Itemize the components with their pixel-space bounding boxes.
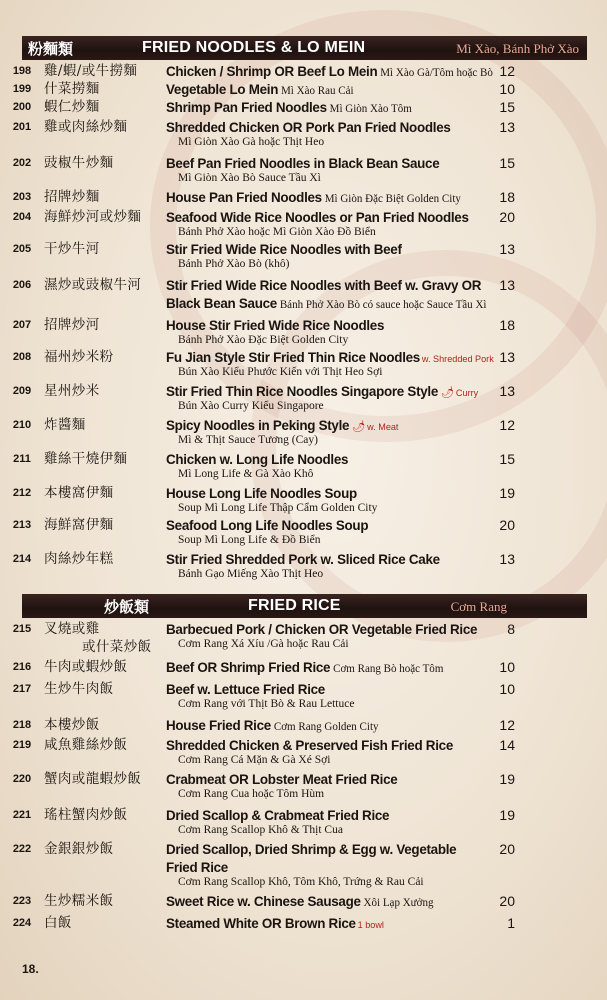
item-name-en: Crabmeat OR Lobster Meat Fried Rice (166, 771, 398, 787)
chili-icon: 🌶 (352, 421, 366, 433)
item-name-vi-inline: Cơm Rang Bò hoặc Tôm (333, 663, 444, 675)
item-price: 13 (499, 383, 515, 399)
item-name-en: Seafood Long Life Noodles Soup (166, 517, 369, 533)
item-name-zh: 本樓炒飯 (44, 717, 100, 733)
item-number: 198 (12, 65, 32, 77)
item-price: 10 (499, 681, 515, 697)
item-name-en: Spicy Noodles in Peking Style 🌶 w. Meat (166, 417, 399, 433)
item-name-zh: 蟹肉或龍蝦炒飯 (44, 771, 142, 787)
item-note: w. Shredded Pork (421, 354, 494, 365)
item-name-en: Barbecued Pork / Chicken OR Vegetable Fried Rice (166, 621, 478, 637)
item-name-vi: Bánh Phở Xào hoặc Mì Giòn Xào Đồ Biển (178, 226, 376, 238)
item-name-zh: 叉燒或雞 (44, 621, 100, 637)
item-name-en: Shrimp Pan Fried Noodles Mì Giòn Xào Tôm (166, 99, 412, 115)
item-name-vi: Bánh Phở Xào Đặc Biệt Golden City (178, 334, 349, 346)
item-number: 211 (13, 453, 31, 465)
item-note: 1 bowl (357, 920, 384, 931)
item-name-en: House Stir Fried Wide Rice Noodles (166, 317, 385, 333)
chili-icon: 🌶 (440, 387, 455, 399)
item-number: 203 (12, 191, 32, 203)
section-title-zh: 炒飯類 (104, 598, 150, 616)
item-number: 216 (12, 661, 32, 673)
item-number: 209 (12, 385, 32, 397)
item-name-zh: 雞或肉絲炒麵 (44, 119, 128, 135)
item-name-vi: Bánh Gạo Miếng Xào Thịt Heo (178, 568, 324, 580)
item-name-zh: 炸醬麵 (44, 417, 86, 433)
item-name-vi-inline: Mì Giòn Đặc Biệt Golden City (324, 193, 461, 205)
item-name-zh: 本樓窩伊麵 (44, 485, 114, 501)
item-price: 19 (499, 485, 515, 501)
item-number: 206 (12, 279, 32, 291)
item-name-zh-line2: 或什菜炒飯 (82, 639, 152, 655)
item-name-en: Sweet Rice w. Chinese Sausage Xôi Lạp Xưởng (166, 893, 434, 909)
item-name-vi: Mì Giòn Xào Gà hoặc Thịt Heo (178, 136, 325, 148)
item-number: 199 (12, 83, 32, 95)
item-number: 207 (12, 319, 32, 331)
item-name-en: Shredded Chicken & Preserved Fish Fried Rice (166, 737, 453, 753)
item-name-vi: Cơm Rang Scallop Khô, Tôm Khô, Trứng & Rau Cải (178, 876, 424, 888)
item-price: 19 (499, 771, 515, 787)
item-name-vi: Mì & Thịt Sauce Tương (Cay) (178, 434, 318, 446)
item-name-vi-inline: Mì Giòn Xào Tôm (329, 103, 412, 115)
item-price: 20 (499, 209, 515, 225)
item-name-en: House Fried Rice Cơm Rang Golden City (166, 717, 379, 733)
item-price: 19 (499, 807, 515, 823)
item-name-en: Stir Fried Thin Rice Noodles Singapore Style 🌶 Curry (166, 383, 479, 399)
item-name-en: Stir Fried Wide Rice Noodles with Beef (166, 241, 402, 257)
item-name-zh: 咸魚雞絲炒飯 (44, 737, 128, 753)
item-number: 219 (12, 739, 32, 751)
item-name-en: Vegetable Lo Mein Mì Xào Rau Cải (166, 81, 354, 97)
item-name-zh: 生炒糯米飯 (44, 893, 114, 909)
item-name-zh: 海鮮窩伊麵 (44, 517, 114, 533)
item-price: 20 (499, 893, 515, 909)
item-name-vi: Bún Xào Kiểu Phước Kiến với Thịt Heo Sợi (178, 366, 383, 378)
item-name-vi: Cơm Rang với Thịt Bò & Rau Lettuce (178, 698, 355, 710)
item-name-en: Chicken / Shrimp OR Beef Lo Mein Mì Xào Gà/Tôm hoặc Bò (166, 63, 493, 79)
item-price: 13 (499, 241, 515, 257)
item-name-vi: Mì Long Life & Gà Xào Khô (178, 468, 314, 480)
item-name-en: Stir Fried Shredded Pork w. Sliced Rice Cake (166, 551, 440, 567)
item-number: 217 (12, 683, 32, 695)
item-number: 200 (12, 101, 32, 113)
item-number: 210 (12, 419, 32, 431)
item-name-en: Seafood Wide Rice Noodles or Pan Fried Noodles (166, 209, 469, 225)
section-header-fried-rice (22, 594, 587, 618)
item-name-en: Chicken w. Long Life Noodles (166, 451, 349, 467)
item-name-vi: Mì Giòn Xào Bò Sauce Tầu Xì (178, 172, 321, 184)
item-name-vi-inline: Mì Xào Rau Cải (281, 85, 354, 97)
item-name-en: Dried Scallop, Dried Shrimp & Egg w. Vegetable (166, 841, 457, 857)
item-price: 18 (499, 189, 515, 205)
item-name-en: Beef OR Shrimp Fried Rice Cơm Rang Bò hoặc Tôm (166, 659, 444, 675)
item-name-vi: Soup Mì Long Life Thập Cẩm Golden City (178, 502, 378, 514)
item-number: 213 (12, 519, 32, 531)
section-title-en: FRIED NOODLES & LO MEIN (142, 39, 366, 56)
item-number: 223 (12, 895, 32, 907)
item-name-vi-inline: Xôi Lạp Xưởng (363, 897, 434, 909)
item-name-zh: 牛肉或蝦炒飯 (44, 659, 128, 675)
item-price: 12 (499, 63, 515, 79)
section-title-zh: 粉麵類 (28, 40, 74, 58)
page-number: 18. (22, 962, 39, 976)
item-price: 10 (499, 81, 515, 97)
item-name-vi: Cơm Rang Cá Mặn & Gà Xé Sợi (178, 754, 331, 766)
item-price: 12 (499, 717, 515, 733)
item-number: 218 (12, 719, 32, 731)
item-price: 15 (499, 451, 515, 467)
item-name-zh: 金銀銀炒飯 (44, 841, 114, 857)
item-price: 8 (507, 621, 515, 637)
section-title-en: FRIED RICE (248, 597, 341, 614)
item-price: 13 (499, 119, 515, 135)
item-name-vi-inline: Bánh Phở Xào Bò có sauce hoặc Sauce Tầu Xì (279, 299, 487, 311)
item-name-zh: 招牌炒麵 (44, 189, 100, 205)
item-price: 18 (499, 317, 515, 333)
item-name-zh: 海鮮炒河或炒麵 (44, 209, 142, 225)
section-title-vi: Cơm Rang (450, 599, 507, 614)
item-name-zh: 瑤柱蟹肉炒飯 (44, 807, 128, 823)
item-number: 215 (12, 623, 32, 635)
item-name-zh: 招牌炒河 (44, 317, 100, 333)
item-name-zh: 肉絲炒年糕 (44, 551, 114, 567)
item-number: 220 (12, 773, 32, 785)
item-name-en: Beef w. Lettuce Fried Rice (166, 681, 325, 697)
item-number: 208 (12, 351, 32, 363)
item-name-zh: 蝦仁炒麵 (44, 99, 100, 115)
item-name-en: Dried Scallop & Crabmeat Fried Rice (166, 807, 390, 823)
item-name-vi: Soup Mì Long Life & Đồ Biển (178, 534, 321, 546)
item-name-en: Fu Jian Style Stir Fried Thin Rice Noodles w. Shredded Pork (166, 349, 494, 365)
item-name-zh: 白飯 (44, 915, 72, 931)
item-number: 205 (12, 243, 32, 255)
item-name-en: Steamed White OR Brown Rice 1 bowl (166, 915, 384, 931)
item-name-zh: 雞絲干燒伊麵 (44, 451, 128, 467)
item-name-en: Shredded Chicken OR Pork Pan Fried Noodles (166, 119, 451, 135)
item-price: 13 (499, 349, 515, 365)
item-name-zh: 豉椒牛炒麵 (44, 155, 114, 171)
item-name-zh: 星州炒米 (44, 383, 100, 399)
item-number: 221 (12, 809, 32, 821)
item-price: 20 (499, 517, 515, 533)
item-price: 15 (499, 155, 515, 171)
item-name-zh: 什菜撈麵 (44, 81, 100, 97)
item-note: Curry (455, 388, 479, 399)
item-note: w. Meat (367, 422, 399, 433)
item-name-zh: 干炒牛河 (44, 241, 100, 257)
item-number: 201 (12, 121, 32, 133)
item-name-vi-inline: Mì Xào Gà/Tôm hoặc Bò (380, 67, 493, 79)
item-name-zh: 濕炒或豉椒牛河 (44, 277, 142, 293)
item-name-zh: 生炒牛肉飯 (44, 681, 114, 697)
item-name-en-line2: Black Bean Sauce Bánh Phở Xào Bò có sauce hoặc Sauce Tầu Xì (166, 295, 487, 311)
section-header-fried-noodles (22, 36, 587, 60)
section-title-vi: Mì Xào, Bánh Phở Xào (456, 41, 579, 56)
item-name-vi-inline: Cơm Rang Golden City (273, 721, 379, 733)
item-number: 214 (12, 553, 32, 565)
item-price: 15 (499, 99, 515, 115)
item-name-en-line2: Fried Rice (166, 859, 228, 875)
item-name-zh: 雞/蝦/或牛撈麵 (44, 63, 138, 79)
item-name-vi: Cơm Rang Xá Xíu /Gà hoặc Rau Cải (178, 638, 349, 650)
item-number: 222 (12, 843, 32, 855)
item-price: 13 (499, 277, 515, 293)
item-name-en: House Long Life Noodles Soup (166, 485, 357, 501)
item-price: 10 (499, 659, 515, 675)
item-price: 20 (499, 841, 515, 857)
item-number: 212 (12, 487, 32, 499)
item-price: 13 (499, 551, 515, 567)
item-price: 12 (499, 417, 515, 433)
item-name-zh: 福州炒米粉 (44, 349, 114, 365)
item-number: 204 (12, 211, 32, 223)
item-name-en: House Pan Fried Noodles Mì Giòn Đặc Biệt Golden City (166, 189, 461, 205)
item-name-vi: Bún Xào Curry Kiểu Singapore (178, 400, 324, 412)
item-name-en: Stir Fried Wide Rice Noodles with Beef w. Gravy OR (166, 277, 482, 293)
item-name-vi: Bánh Phở Xào Bò (khô) (178, 258, 290, 270)
item-price: 1 (507, 915, 515, 931)
item-name-vi: Cơm Rang Cua hoặc Tôm Hùm (178, 788, 325, 800)
item-name-en: Beef Pan Fried Noodles in Black Bean Sauce (166, 155, 440, 171)
item-number: 224 (12, 917, 32, 929)
item-price: 14 (499, 737, 515, 753)
item-name-vi: Cơm Rang Scallop Khô & Thịt Cua (178, 824, 343, 836)
item-number: 202 (12, 157, 32, 169)
